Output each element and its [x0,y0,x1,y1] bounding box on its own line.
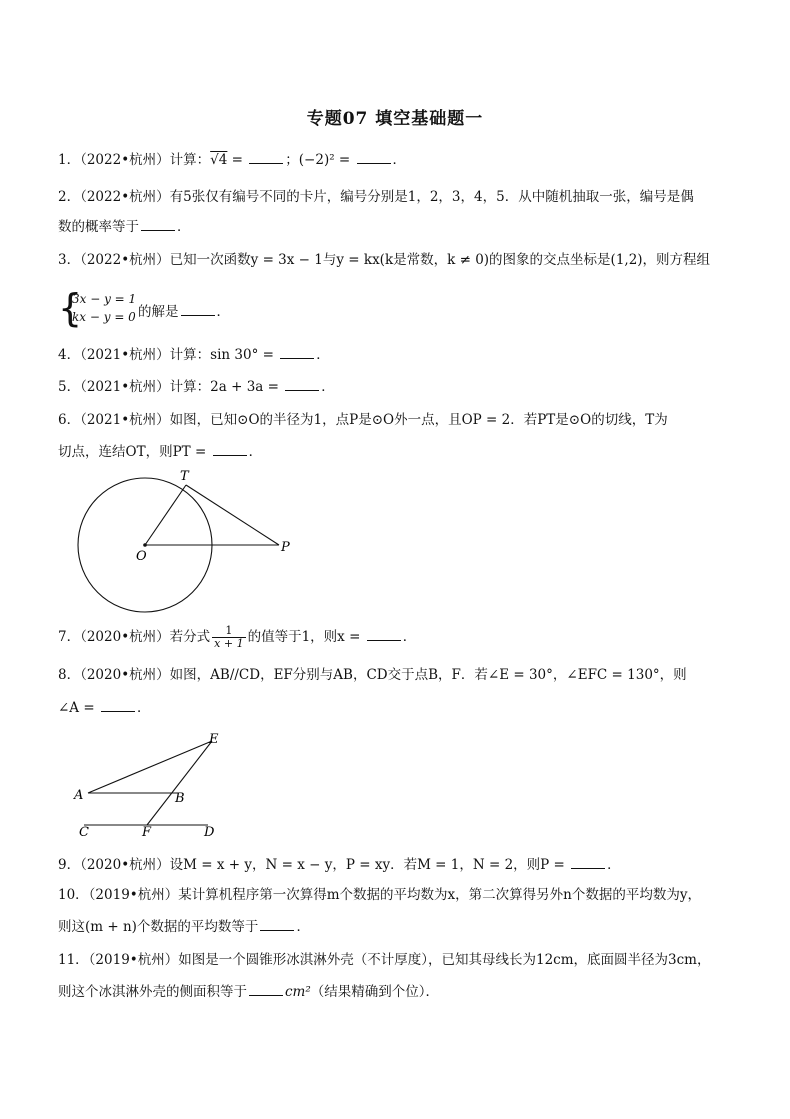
answer-blank[interactable] [213,443,247,456]
segment-pt [186,485,279,545]
question-4: 4．（2021•杭州）计算：sin 30° = ． [58,347,330,363]
label-d: D [204,825,215,840]
question-1 [58,150,406,170]
segment-ae [88,741,212,793]
answer-blank[interactable] [357,151,391,164]
question-8-line-1: 8．（2020•杭州）如图，AB//CD，EF分别与AB，CD交于点B，F．若∠E = 30°，∠EFC = 130°，则 [58,667,687,683]
segment-ot [145,485,186,545]
label-t: T [180,469,189,484]
answer-blank[interactable] [181,303,215,316]
q11-text: 则这个冰淇淋外壳的侧面积等于 [58,984,247,1000]
q9-text: 9．（2020•杭州）设M = x + y，N = x − y，P = xy．若M = 1，N = 2，则P = [58,857,570,873]
q2-text: 数的概率等于 [58,219,139,235]
label-e: E [209,732,219,747]
answer-blank[interactable] [285,378,319,391]
question-10-line-1: 10．（2019•杭州）某计算机程序第一次算得m个数据的平均数为x，第二次算得另外n个数据的平均数为y， [58,887,701,903]
question-5: 5．（2021•杭州）计算：2a + 3a = ． [58,379,335,395]
question-6-line-1: 6．（2021•杭州）如图，已知⊙O的半径为1，点P是⊙O外一点，且OP = 2．若PT是⊙O的切线，T为 [58,412,668,428]
label-a: A [74,788,84,803]
answer-blank[interactable] [260,918,294,931]
label-p: P [281,540,290,555]
q6-text: 切点，连结OT，则PT = [58,444,211,460]
fraction: $\frac{1}{x + 1}$ [214,624,244,650]
parallel-lines-figure [70,728,230,843]
question-7: 7．（2020•杭州）若分式 $\frac{1}{x + 1}$ 的值等于1，则x = ． [58,624,417,650]
q2-end: ． [177,219,191,235]
question-11-line-1: 11．（2019•杭州）如图是一个圆锥形冰淇淋外壳（不计厚度），已知其母线长为12cm，底面圆半径为3cm， [58,952,711,968]
answer-blank[interactable] [249,983,283,996]
q8-text: ∠A = [58,700,99,716]
circle-tangent-figure [70,465,310,615]
q11-unit: cm² [285,984,311,1000]
question-10-line-2: 则这(m + n)个数据的平均数等于 ． [58,919,310,935]
center-point [143,543,147,547]
question-11-line-2 [58,982,439,1002]
label-f: F [142,825,152,840]
equation-1: 3x − y = 1 [72,292,137,306]
q10-text: 则这(m + n)个数据的平均数等于 [58,919,259,935]
segment-ef [147,741,212,825]
question-2-line-1: 2．（2022•杭州）有5张仅有编号不同的卡片，编号分别是1，2，3，4，5．从中随机抽取一张，编号是偶 [58,189,694,205]
answer-blank[interactable] [249,151,283,164]
label-o: O [136,549,147,564]
q3-tail: 的解是 ． [138,304,230,320]
brace-icon: { [58,286,83,330]
equation-2: kx − y = 0 [72,310,136,324]
q7-prefix: 7．（2020•杭州）若分式 [58,629,211,645]
q11-tail: （结果精确到个位）． [310,984,440,1000]
answer-blank[interactable] [141,218,175,231]
q1-prefix: 1．（2022•杭州）计算： [58,152,211,168]
question-6-line-2: 切点，连结OT，则PT = ． [58,444,263,460]
q1-end: ． [392,152,407,168]
label-b: B [175,791,185,806]
answer-blank[interactable] [367,628,401,641]
question-8-line-2: ∠A = ． [58,700,151,716]
q1-middle: ；(−2)² = [285,152,355,168]
q1-equals: = [227,152,248,168]
question-9: 9．（2020•杭州）设M = x + y，N = x − y，P = xy．若M = 1，N = 2，则P = ． [58,857,621,873]
page-title: 专题07 填空基础题一 [306,109,484,129]
label-c: C [79,825,89,840]
question-3-line-1: 3．（2022•杭州）已知一次函数y = 3x − 1与y = kx(k是常数，k ≠ 0)的图象的交点坐标是(1,2)，则方程组 [58,252,711,268]
answer-blank[interactable] [571,856,605,869]
q1-sqrt: √4 [210,152,228,168]
answer-blank[interactable] [280,346,314,359]
answer-blank[interactable] [101,699,135,712]
q5-text: 5．（2021•杭州）计算：2a + 3a = [58,379,284,395]
question-2-line-2 [58,217,191,237]
q4-text: 4．（2021•杭州）计算：sin 30° = [58,347,279,363]
q7-post: 的值等于1，则x = [247,629,365,645]
